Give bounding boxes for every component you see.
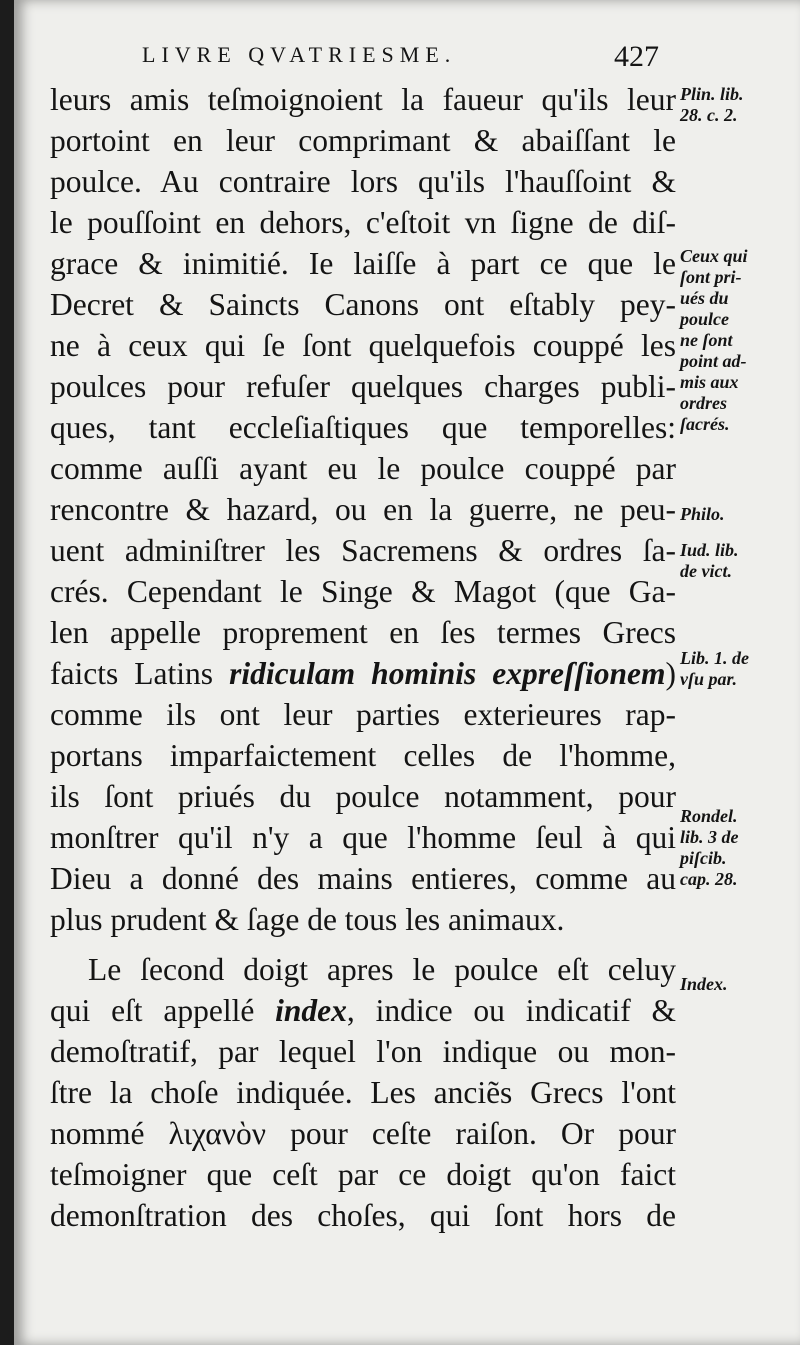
text-line: poulces pour refuſer quelques charges publi-: [50, 369, 676, 404]
margin-note: Lib. 1. de vſu par.: [680, 648, 749, 689]
text-line: ils ſont priués du poulce notamment, pour: [50, 779, 676, 814]
text-line: le pouſſoint en dehors, c'eſtoit vn ſigne de diſ-: [50, 205, 676, 240]
text-line: portans imparfaictement celles de l'homme,: [50, 738, 676, 773]
margin-note: Philo.: [680, 504, 725, 524]
text-line: len appelle proprement en ſes termes Grecs: [50, 615, 676, 650]
margin-note: Rondel. lib. 3 de piſcib. cap. 28.: [680, 806, 739, 889]
text-line: comme ils ont leur parties exterieures rap-: [50, 697, 676, 732]
italic-term: index: [275, 993, 347, 1028]
text-line: Decret & Saincts Canons ont eſtably pey-: [50, 287, 676, 322]
text-line: plus prudent & ſage de tous les animaux.: [50, 902, 565, 937]
text-line: rencontre & hazard, ou en la guerre, ne peu-: [50, 492, 676, 527]
text-line: Dieu a donné des mains entieres, comme au: [50, 861, 676, 896]
running-head: LIVRE QVATRIESME.: [142, 42, 457, 67]
text-line: ne à ceux qui ſe ſont quelquefois couppé les: [50, 328, 676, 363]
text-line: grace & inimitié. Ie laiſſe à part ce que le: [50, 246, 676, 281]
margin-note: Index.: [680, 974, 728, 994]
text-line: teſmoigner que ceſt par ce doigt qu'on faict: [50, 1157, 676, 1192]
text-line: faicts Latins ridiculam hominis expreſſionem): [50, 656, 676, 691]
book-page: [14, 0, 800, 1345]
text-line: ſtre la choſe indiquée. Les anciẽs Grecs l'ont: [50, 1075, 676, 1110]
text-line: crés. Cependant le Singe & Magot (que Ga-: [50, 574, 676, 609]
text-line: uent adminiſtrer les Sacremens & ordres ſa-: [50, 533, 676, 568]
text-line: poulce. Au contraire lors qu'ils l'hauſſoint &: [50, 164, 676, 199]
text-line: portoint en leur comprimant & abaiſſant le: [50, 123, 676, 158]
margin-note: Iud. lib. de vict.: [680, 540, 739, 581]
text-line: comme auſſi ayant eu le poulce couppé par: [50, 451, 676, 486]
text-line: demonſtration des choſes, qui ſont hors de: [50, 1198, 676, 1233]
paragraph-start-line: Le ſecond doigt apres le poulce eſt celuy: [88, 952, 676, 987]
text-line: monſtrer qu'il n'y a que l'homme ſeul à qui: [50, 820, 676, 855]
text-line: qui eſt appellé index, indice ou indicatif &: [50, 993, 677, 1028]
text-line: demoſtratif, par lequel l'on indique ou mon-: [50, 1034, 676, 1069]
text-line: leurs amis teſmoignoient la faueur qu'ils leur: [50, 82, 676, 117]
italic-latin-phrase: ridiculam hominis expreſſionem: [229, 656, 666, 691]
text-line: ques, tant eccleſiaſtiques que temporelles:: [50, 410, 676, 445]
text-line: nommé λιχανὸν pour ceſte raiſon. Or pour: [50, 1116, 676, 1151]
margin-note: Plin. lib. 28. c. 2.: [680, 84, 744, 125]
margin-note: Ceux qui ſont pri- ués du poulce ne ſont point ad- mis aux ordres ſacrés.: [680, 246, 748, 434]
page-number: 427: [614, 40, 659, 73]
